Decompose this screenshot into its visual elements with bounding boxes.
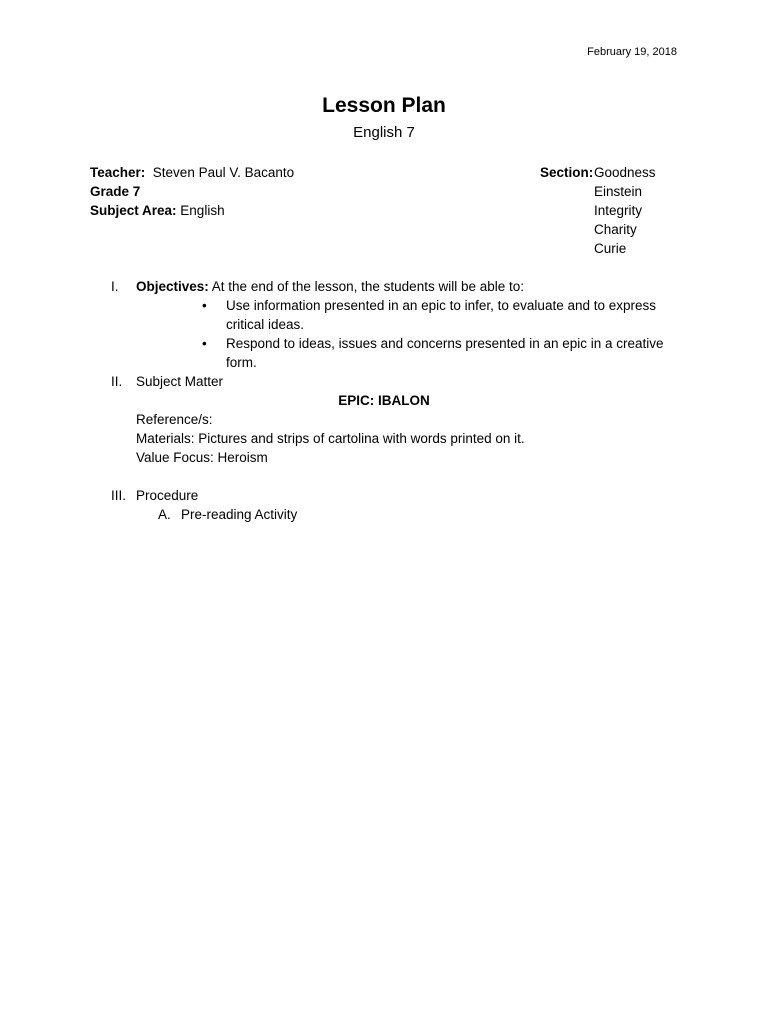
list-item: [202, 296, 674, 334]
section-label: Section:: [540, 165, 594, 180]
materials-line: Materials: Pictures and strips of cartolina with words printed on it.: [136, 431, 525, 446]
subject-area-label: Subject Area:: [90, 203, 177, 218]
section-value: Einstein: [594, 184, 643, 199]
objectives-list: [0, 296, 768, 372]
objectives-intro: At the end of the lesson, the students will be able to:: [211, 279, 524, 294]
page-subtitle: English 7: [353, 124, 415, 141]
outline-number: I.: [111, 279, 119, 294]
subject-area-line: [90, 201, 294, 220]
teacher-info: [90, 163, 294, 220]
section-value: Curie: [594, 241, 627, 256]
section-info: [540, 163, 656, 258]
teacher-value: Steven Paul V. Bacanto: [152, 165, 295, 180]
lesson-outline: [0, 277, 768, 524]
reference-line: Reference/s:: [136, 412, 213, 427]
outline-number: III.: [111, 488, 127, 503]
section-value: Goodness: [594, 165, 656, 180]
subject-matter-label: Subject Matter: [136, 374, 224, 389]
grade-line: Grade 7: [90, 184, 141, 199]
procedure-label: Procedure: [136, 488, 199, 503]
section-value: Integrity: [594, 203, 643, 218]
procedure-heading: [0, 486, 768, 505]
teacher-line: [90, 163, 294, 182]
step-label: Pre-reading Activity: [181, 507, 298, 522]
objectives-label: Objectives:: [136, 279, 209, 294]
teacher-label: Teacher:: [90, 165, 146, 180]
value-focus-line: Value Focus: Heroism: [136, 450, 268, 465]
objectives-heading: [0, 277, 768, 296]
bullet-icon: •: [202, 336, 207, 351]
list-item: [202, 334, 674, 372]
document-date: February 19, 2018: [587, 46, 677, 58]
procedure-step: [0, 505, 768, 524]
subject-area-value: English: [180, 203, 225, 218]
outline-number: II.: [111, 374, 123, 389]
page-title: Lesson Plan: [322, 94, 446, 117]
section-line: [540, 163, 656, 182]
bullet-icon: •: [202, 298, 207, 313]
objective-text: Use information presented in an epic to infer, to evaluate and to express critical ideas.: [226, 298, 657, 332]
objective-text: Respond to ideas, issues and concerns presented in an epic in a creative form.: [226, 336, 664, 370]
step-letter: A.: [158, 507, 171, 522]
epic-title: EPIC: IBALON: [338, 393, 430, 408]
section-value: Charity: [594, 222, 637, 237]
subject-matter-heading: [0, 372, 768, 391]
